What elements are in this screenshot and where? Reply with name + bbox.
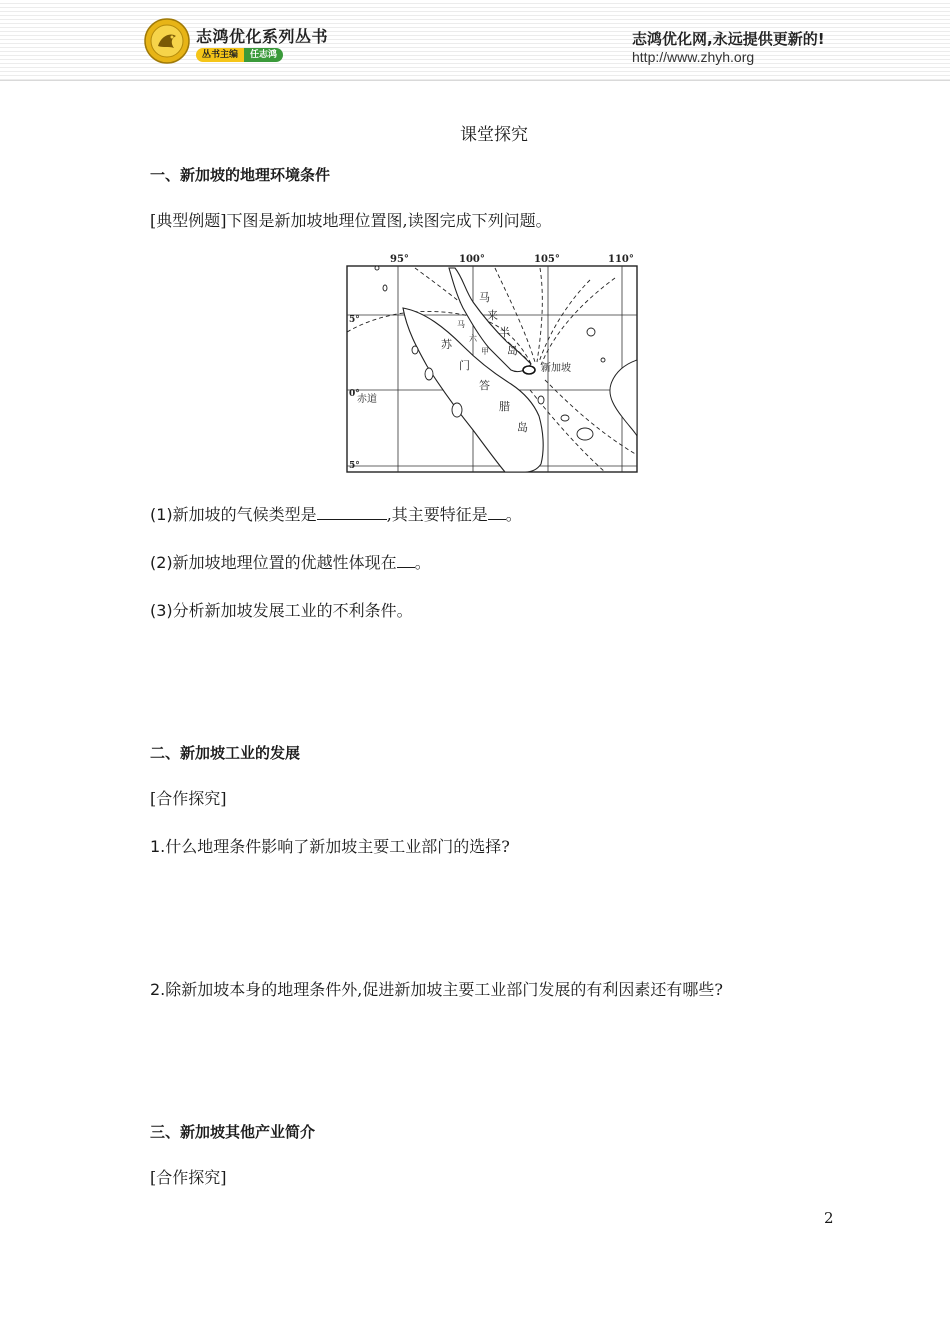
question-1-number: (1) <box>150 505 173 524</box>
section2-question-1-number: 1. <box>150 837 166 856</box>
page-header <box>0 0 950 82</box>
lat-label-0: 0° <box>349 389 360 399</box>
sumatra-label-4: 腊 <box>499 400 510 413</box>
editor-name: 任志鸿 <box>244 48 283 62</box>
strait-label-3: 甲 <box>481 347 489 356</box>
answer-blank-features[interactable] <box>488 504 506 520</box>
section3-coop-label: [合作探究] <box>150 1168 227 1187</box>
header-divider <box>0 80 950 81</box>
strait-label-1: 马 <box>457 320 465 329</box>
section2-coop-label: [合作探究] <box>150 789 227 808</box>
section2-question-1 <box>150 834 510 857</box>
editor-badge <box>196 48 283 62</box>
header-url[interactable]: http://www.zhyh.org <box>632 49 755 65</box>
question-2-number: (2) <box>150 553 173 572</box>
question-1-text-c: 。 <box>505 505 522 524</box>
section2-question-2-number: 2. <box>150 980 166 999</box>
lat-label-5n: 5° <box>349 315 360 325</box>
question-2-text-a: 新加坡地理位置的优越性体现在 <box>172 553 397 572</box>
section1-heading: 一、新加坡的地理环境条件 <box>150 166 331 184</box>
strait-label-2: 六 <box>469 334 477 343</box>
answer-blank-advantage[interactable] <box>397 552 415 568</box>
section2-heading: 二、新加坡工业的发展 <box>150 744 301 762</box>
book-series-logo-icon <box>144 18 190 64</box>
sumatra-label-3: 答 <box>479 379 490 392</box>
question-1-text-a: 新加坡的气候类型是 <box>172 505 317 524</box>
editor-label: 丛书主编 <box>196 48 244 62</box>
singapore-label: 新加坡 <box>541 363 571 374</box>
example-intro: [典型例题]下图是新加坡地理位置图,读图完成下列问题。 <box>150 211 552 230</box>
lon-label-110: 110° <box>608 254 634 265</box>
malay-label-2: 来 <box>487 309 498 322</box>
lon-label-95: 95° <box>390 254 409 265</box>
equator-label: 赤道 <box>357 394 377 405</box>
question-3 <box>150 598 413 621</box>
question-1 <box>150 502 522 525</box>
sumatra-label-5: 岛 <box>517 421 528 434</box>
malay-label-3: 半 <box>499 326 510 339</box>
lon-label-100: 100° <box>459 254 485 265</box>
question-2-text-b: 。 <box>414 553 431 572</box>
header-slogan: 志鸿优化网,永远提供更新的! <box>632 30 825 48</box>
page-number: 2 <box>824 1209 834 1227</box>
section3-heading: 三、新加坡其他产业简介 <box>150 1123 316 1141</box>
page-title: 课堂探究 <box>460 125 528 145</box>
question-3-text: 分析新加坡发展工业的不利条件。 <box>172 601 413 620</box>
singapore-marker <box>523 366 535 374</box>
question-2 <box>150 550 431 573</box>
section2-question-2 <box>150 977 723 1000</box>
lon-label-105: 105° <box>534 254 560 265</box>
section2-question-1-text: 什么地理条件影响了新加坡主要工业部门的选择? <box>165 837 510 856</box>
sumatra-label-1: 苏 <box>441 338 452 351</box>
section2-question-2-text: 除新加坡本身的地理条件外,促进新加坡主要工业部门发展的有利因素还有哪些? <box>165 980 723 999</box>
answer-blank-climate[interactable] <box>317 504 387 520</box>
malay-label-1: 马 <box>479 291 490 304</box>
malay-label-4: 岛 <box>507 344 518 357</box>
lat-label-5s: 5° <box>349 461 360 471</box>
question-1-text-b: ,其主要特征是 <box>386 505 488 524</box>
singapore-location-map <box>345 250 640 475</box>
sumatra-label-2: 门 <box>459 359 470 372</box>
series-title: 志鸿优化系列丛书 <box>196 27 329 46</box>
question-3-number: (3) <box>150 601 173 620</box>
